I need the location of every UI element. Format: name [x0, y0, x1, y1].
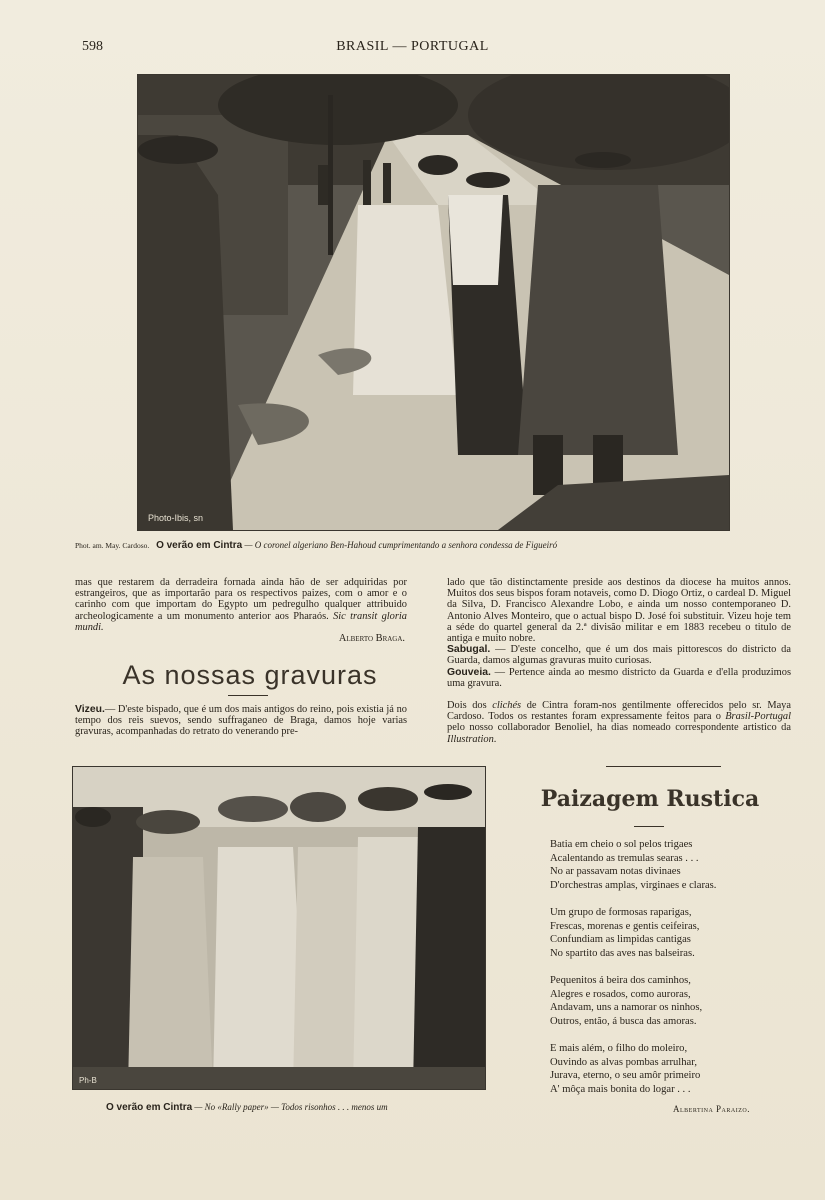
heading-rule — [228, 695, 268, 696]
photo-rally-paper-image — [73, 767, 485, 1089]
poem-line: Andavam, uns a namorar os ninhos, — [550, 1002, 703, 1014]
poem-line: Acalentando as tremulas searas . . . — [550, 852, 699, 864]
poem-line: Frescas, morenas e gentis ceifeiras, — [550, 920, 700, 932]
poem-line: No spartito das aves nas balseiras. — [550, 947, 695, 959]
poem-author: Albertina Paraizo. — [673, 1104, 750, 1114]
poem-body — [550, 838, 716, 1096]
photo2-caption-title: O verão em Cintra — [106, 1102, 193, 1113]
poem-stanza-2 — [550, 906, 716, 960]
photo1-credit: Phot. am. May. Cardoso. — [75, 541, 150, 550]
left-column-top — [75, 577, 407, 644]
poem-title: Paizagem Rustica — [540, 786, 760, 812]
vizeu-text: — D'este bispado, que é um dos mais antigos do reino, pois existia já no tempo dos reis suevos, sendo suffraganeo de Braga, damos hoje varias gravuras, acompanhadas do retrato do venerando pre- — [75, 704, 407, 738]
vizeu-paragraph — [75, 704, 407, 738]
poem-title-rule — [634, 826, 664, 827]
right-col-paragraph-1: lado que tão distinctamente preside aos destinos da diocese ha muitos annos. Muitos dos seus bispos foram notaveis, como D. Diogo Ortiz, o cardeal D. Miguel da Silva, D. Francisco Alexandre Lobo, e ainda um nosso contemporaneo D. Antonio Alves Monteiro, que o actual bispo D. José foi substituir. Vizeu hoje tem a séde do quartel general da 2.ª divisão militar e em 1883 recebeu o titulo de antiga e muito nobre. — [447, 577, 791, 645]
photo-watermark: Photo-Ibis, sn — [148, 513, 204, 523]
photo-rally-paper — [72, 766, 486, 1090]
poem-line: Ouvindo as alvas pombas arrulhar, — [550, 1056, 697, 1068]
poem-line: Um grupo de formosas raparigas, — [550, 906, 692, 918]
photo-sintra-road-image — [138, 75, 729, 530]
gouveia-text: — Pertence ainda ao mesmo districto da Guarda e d'ella produzimos uma gravura. — [447, 666, 791, 689]
poem-line: No ar passavam notas divinaes — [550, 866, 681, 878]
page-number: 598 — [82, 39, 103, 54]
poem-line: E mais além, o filho do moleiro, — [550, 1042, 688, 1054]
article-signature: Alberto Braga. — [338, 633, 405, 645]
gouveia-label: Gouveia. — [447, 666, 491, 678]
poem-line: Pequenitos á beira dos caminhos, — [550, 974, 691, 986]
poem-line: D'orchestras amplas, virginaes e claras. — [550, 879, 717, 891]
poem-line: Alegres e rosados, como auroras, — [550, 988, 691, 1000]
poem-stanza-3 — [550, 974, 716, 1028]
poem-line: Outros, então, á busca das amoras. — [550, 1015, 697, 1027]
poem-stanza-4 — [550, 1042, 716, 1096]
section-heading: As nossas gravuras — [122, 660, 378, 690]
sabugal-text: — D'este concelho, que é um dos mais pittorescos do districto da Guarda, damos algumas gravuras muito curiosas. — [447, 644, 791, 667]
poem-line: Confundiam as limpidas cantigas — [550, 934, 691, 946]
photo2-caption — [106, 1102, 388, 1113]
photo1-caption — [75, 540, 557, 551]
article-ending-paragraph: mas que restarem da derradeira fornada ainda hão de ser adquiridas por estrangeiros, que as importarão para os respectivos paizes, com o amor e o carinho com que importam do Egypto um pedregulho qualquer attribuido archeologicamente a um monumento anterior aos Pharaós. — [75, 577, 407, 622]
photo2-caption-text: — No «Rally paper» — Todos risonhos . . . menos um — [194, 1102, 388, 1112]
poem-top-rule — [606, 766, 721, 767]
photo1-caption-text: — O coronel algeriano Ben-Hahoud cumprimentando a senhora condessa de Figueiró — [244, 540, 558, 550]
right-column — [447, 577, 791, 745]
photo2-watermark: Ph-B — [79, 1076, 97, 1085]
photo1-caption-title: O verão em Cintra — [156, 540, 243, 551]
sabugal-label: Sabugal. — [447, 644, 491, 656]
photo-sintra-road — [137, 74, 730, 531]
poem-line: Batia em cheio o sol pelos trigaes — [550, 839, 693, 850]
poem-line: Jurava, eterno, o seu amôr primeiro — [550, 1070, 701, 1082]
page-header-title: BRASIL — PORTUGAL — [336, 39, 489, 54]
vizeu-label: Vizeu. — [75, 704, 105, 715]
poem-stanza-1 — [550, 838, 716, 892]
poem-line: A' môça mais bonita do logar . . . — [550, 1083, 691, 1095]
latin-phrase: Sic transit gloria mundi. — [75, 610, 408, 633]
right-col-paragraph-2: Dois dos clichés de Cintra foram-nos gentilmente offerecidos pelo sr. Maya Cardoso. Todos os restantes foram expressamente feitos para o Brasil-Portugal pelo nosso collaborador Benoliel, ha dias nomeado correspondente artistico da Illustration. — [447, 700, 791, 745]
